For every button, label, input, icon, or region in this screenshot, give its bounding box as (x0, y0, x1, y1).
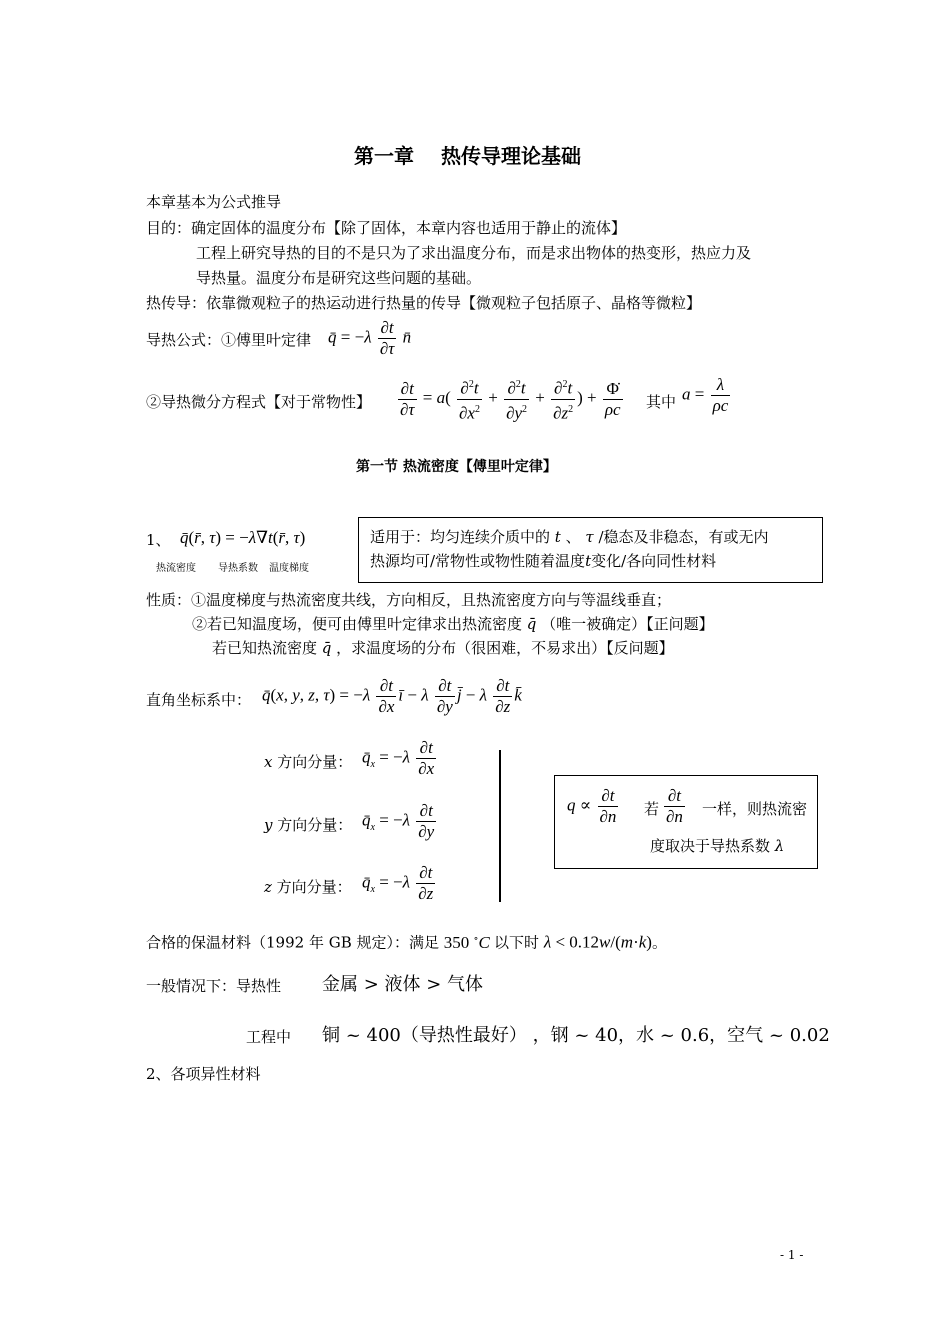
y-component-formula: $q̄_x = -\lambda$ $\frac{\partial t}{\partial y}$ (362, 801, 435, 841)
engineering-label: 工程中 (246, 1028, 292, 1046)
diff-eq-formula: $\frac{\partial t}{\partial\tau}$ = a( $\frac{\partial^2t}{\partial x^2}$ + $\frac{\partial^2t}{\partial y^2}$ + $\frac{\partial^2t}{\partial z^2}$ ) + $\frac{\Phi̇}{\rho c}$ (400, 378, 621, 423)
property-3: 若已知热流密度 q̄ ，求温度场的分布（很困难，不易求出）【反问题】 (212, 639, 674, 657)
box2-text-c: 度取决于导热系数 λ (650, 837, 785, 855)
intro-line-1: 本章基本为公式推导 (146, 193, 282, 211)
applicability-line-1: 适用于：均匀连续介质中的 t 、 τ /稳态及非稳态，有或无内 (370, 528, 769, 546)
z-component-formula: $q̄_x = -\lambda$ $\frac{\partial t}{\partial z}$ (362, 863, 434, 903)
x-component-formula: $q̄_x = -\lambda$ $\frac{\partial t}{\partial x}$ (362, 738, 435, 778)
annotation-conductivity: 导热系数 (218, 563, 258, 574)
box2-text-a: 若 (644, 800, 660, 818)
x-component-label: x 方向分量： (264, 753, 353, 771)
item2-heading: 2、各项异性材料 (146, 1065, 261, 1083)
general-label: 一般情况下：导热性 (146, 977, 282, 995)
section-heading: 第一节 热流密度【傅里叶定律】 (356, 459, 557, 475)
y-component-label: y 方向分量： (264, 816, 353, 834)
z-component-label: z 方向分量： (264, 878, 352, 896)
annotation-gradient: 温度梯度 (269, 563, 309, 574)
general-order: 金属 > 液体 > 气体 (322, 974, 484, 995)
vertical-divider (499, 750, 501, 902)
diff-eq-label: ②导热微分方程式【对于常物性】 (146, 393, 372, 411)
fourier-vector-formula: q̄(r̄, τ) = −λ∇t(r̄, τ) (180, 528, 306, 547)
fourier-formula: q̄ = −λ $\frac{\partial t}{\partial\tau}$ n̄ (328, 318, 412, 358)
intro-line-5: 热传导：依靠微观粒子的热运动进行热量的传导【微观粒子包括原子、晶格等微粒】 (146, 294, 702, 312)
cartesian-label: 直角坐标系中： (146, 691, 252, 709)
proportionality-formula: q ∝ $\frac{\partial t}{\partial n}$ (567, 786, 617, 826)
engineering-values: 铜 ~ 400（导热性最好） ，钢 ~ 40，水 ~ 0.6，空气 ~ 0.02 (322, 1025, 830, 1046)
cartesian-formula: q̄(x, y, z, τ) = −λ $\frac{\partial t}{\partial x}$ ī − λ $\frac{\partial t}{\partial y}$ j̄ − λ $\frac{\partial t}{\partial z}$ k̄ (262, 676, 522, 716)
applicability-line-2: 热源均可/常物性或物性随着温度t变化/各向同性材料 (370, 552, 717, 570)
property-1: 性质：①温度梯度与热流密度共线，方向相反，且热流密度方向与等温线垂直； (146, 591, 672, 609)
where-label: 其中 (646, 393, 677, 411)
intro-line-4: 导热量。温度分布是研究这些问题的基础。 (196, 269, 482, 287)
item1-prefix: 1、 (146, 531, 171, 549)
property-2: ②若已知温度场，便可由傅里叶定律求出热流密度 q̄ （唯一被确定）【正问题】 (192, 615, 714, 633)
box2-fraction: $\frac{\partial t}{\partial n}$ (666, 786, 683, 826)
page-number: - 1 - (780, 1248, 804, 1262)
intro-line-3: 工程上研究导热的目的不是只为了求出温度分布，而是求出物体的热变形，热应力及 (196, 244, 752, 262)
annotation-flux: 热流密度 (156, 563, 196, 574)
intro-line-2: 目的：确定固体的温度分布【除了固体，本章内容也适用于静止的流体】 (146, 219, 627, 237)
fourier-label: 导热公式：①傅里叶定律 (146, 331, 312, 349)
page-title: 第一章 热传导理论基础 (354, 144, 581, 168)
diffusivity-formula: a = $\frac{\lambda}{\rho c}$ (682, 375, 729, 415)
box2-text-b: 一样，则热流密 (702, 800, 808, 818)
insulation-line: 合格的保温材料（1992 年 GB 规定）：满足 350 ∘C 以下时 λ < 0.12w/(m·k)。 (146, 932, 667, 952)
